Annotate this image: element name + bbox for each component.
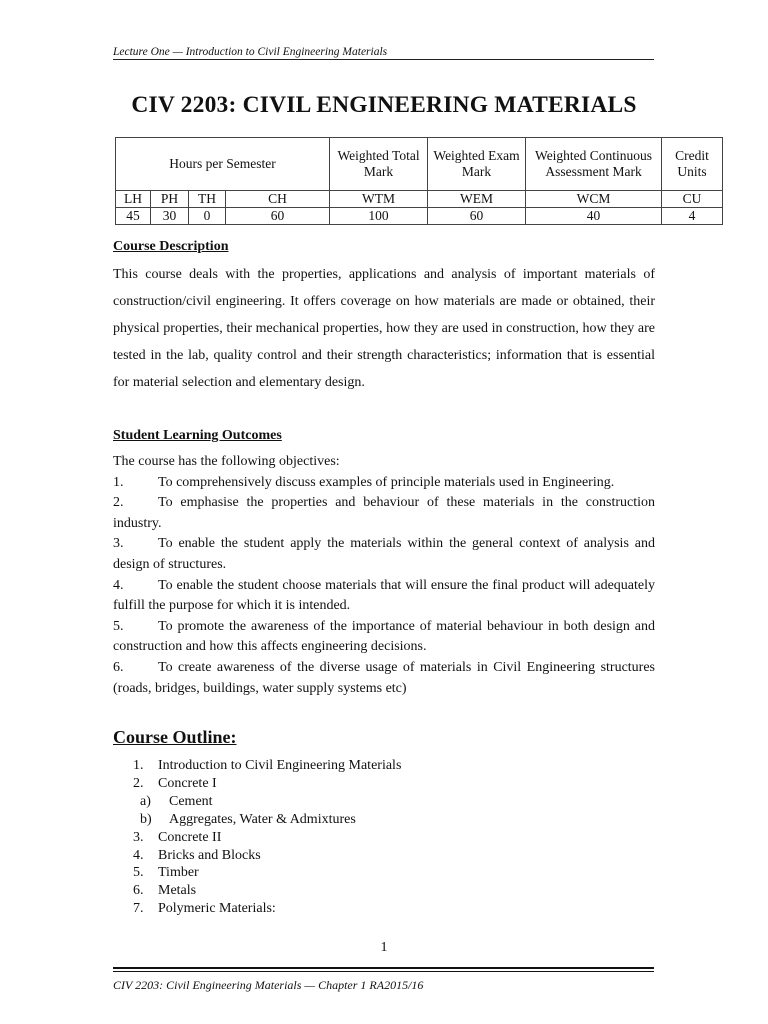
code-cell: PH xyxy=(151,191,189,208)
value-cell: 45 xyxy=(116,208,151,225)
hours-per-semester-header: Hours per Semester xyxy=(116,138,330,191)
list-item: a) Cement xyxy=(140,793,213,809)
value-cell: 0 xyxy=(189,208,226,225)
credit-units-header: Credit Units xyxy=(662,138,723,191)
page-number: 1 xyxy=(380,940,388,955)
code-cell: WCM xyxy=(526,191,662,208)
list-item: 1. Introduction to Civil Engineering Materials xyxy=(133,758,402,773)
list-item: 5. To promote the awareness of the importance of material behaviour in both design and construction and how this affects engineering decisions. xyxy=(113,618,655,655)
code-cell: CU xyxy=(662,191,723,208)
running-footer: CIV 2203: Civil Engineering Materials — Chapter 1 RA2015/16 xyxy=(113,978,424,992)
page-title: CIV 2203: CIVIL ENGINEERING MATERIALS xyxy=(131,92,637,118)
code-cell: WEM xyxy=(428,191,526,208)
value-cell: 40 xyxy=(526,208,662,225)
value-cell: 60 xyxy=(428,208,526,225)
code-cell: TH xyxy=(189,191,226,208)
value-cell: 30 xyxy=(151,208,189,225)
code-cell: CH xyxy=(226,191,330,208)
list-item: 7. Polymeric Materials: xyxy=(133,901,276,917)
learning-outcomes-heading: Student Learning Outcomes xyxy=(113,428,282,443)
learning-outcomes-intro: The course has the following objectives: xyxy=(113,454,340,469)
value-cell: 100 xyxy=(330,208,428,225)
footer-rule xyxy=(113,967,654,969)
weighted-continuous-header: Weighted Continuous Assessment Mark xyxy=(526,138,662,191)
list-item: 2. To emphasise the properties and behaviour of these materials in the construction industry. xyxy=(113,495,655,531)
list-item: 6. Metals xyxy=(133,883,197,899)
footer-rule xyxy=(113,971,654,972)
weighted-total-mark-header: Weighted Total Mark xyxy=(330,138,428,191)
marks-table xyxy=(115,137,723,225)
list-item: 2. Concrete I xyxy=(133,775,217,791)
learning-outcomes-list xyxy=(113,452,655,699)
course-outline-heading: Course Outline: xyxy=(113,727,237,747)
course-description-text: This course deals with the properties, applications and analysis of important materials of construction/civil engineering. It offers coverage on how materials are made or obtained, their physical properties, their mechanical properties, how they are used in construction, how they are tested in the lab, quality control and their strength characteristics; information that is essential for material selection and elementary design. xyxy=(113,267,655,390)
list-item: 6. To create awareness of the diverse usage of materials in Civil Engineering structures (roads, bridges, buildings, water supply systems etc) xyxy=(113,659,655,696)
course-description-heading: Course Description xyxy=(113,239,229,254)
code-cell: LH xyxy=(116,191,151,208)
value-cell: 60 xyxy=(226,208,330,225)
value-cell: 4 xyxy=(662,208,723,225)
running-header: Lecture One — Introduction to Civil Engineering Materials xyxy=(113,46,654,60)
code-cell: WTM xyxy=(330,191,428,208)
course-outline-list xyxy=(133,757,401,918)
list-item: 4. Bricks and Blocks xyxy=(133,847,261,863)
list-item: 3. Concrete II xyxy=(133,829,222,845)
list-item: 4. To enable the student choose materials that will ensure the final product will adequately fulfill the purpose for which it is intended. xyxy=(113,577,655,614)
list-item: b) Aggregates, Water & Admixtures xyxy=(140,811,356,827)
list-item: 5. Timber xyxy=(133,865,199,881)
list-item: 3. To enable the student apply the materials within the general context of analysis and design of structures. xyxy=(113,536,655,572)
list-item: 1. To comprehensively discuss examples of principle materials used in Engineering. xyxy=(113,474,615,490)
weighted-exam-mark-header: Weighted Exam Mark xyxy=(428,138,526,191)
